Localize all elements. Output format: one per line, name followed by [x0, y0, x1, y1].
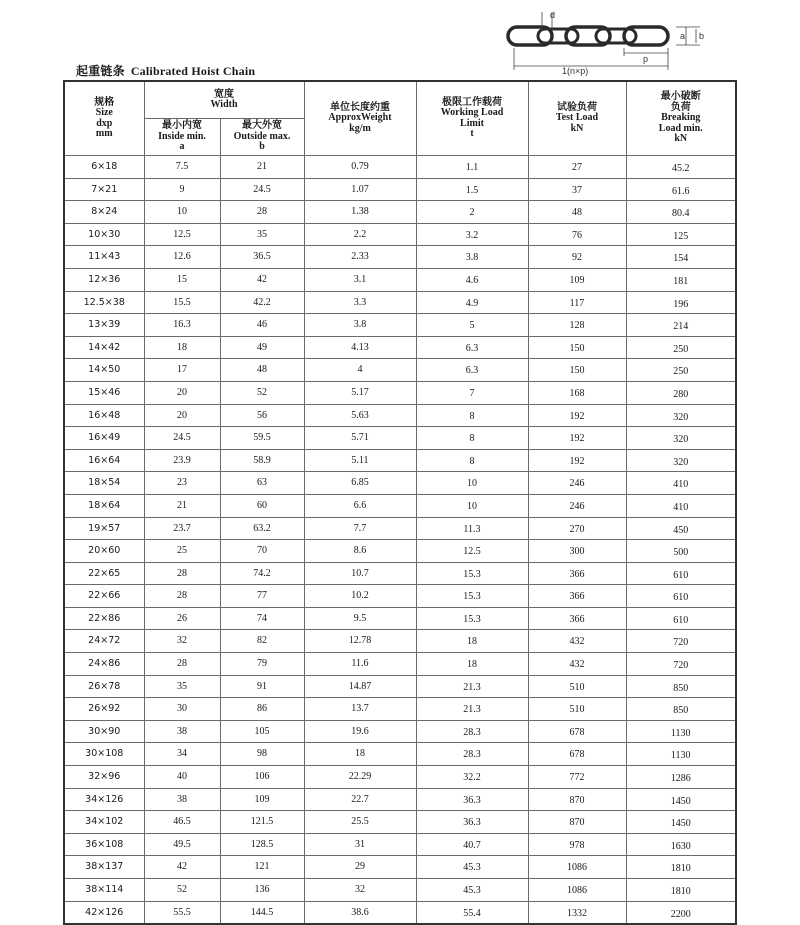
cell-test: 1332: [528, 901, 626, 924]
cell-inside: 12.6: [144, 246, 220, 269]
cell-size: 34×102: [64, 811, 144, 834]
cell-wll: 8: [416, 404, 528, 427]
cell-test: 1086: [528, 879, 626, 902]
cell-test: 772: [528, 766, 626, 789]
cell-breaking: 610: [626, 562, 736, 585]
table-row: [64, 653, 736, 676]
cell-weight: 8.6: [304, 540, 416, 563]
cell-wll: 15.3: [416, 562, 528, 585]
cell-test: 246: [528, 494, 626, 517]
cell-wll: 36.3: [416, 788, 528, 811]
cell-weight: 7.7: [304, 517, 416, 540]
cell-test: 192: [528, 427, 626, 450]
cell-test: 192: [528, 404, 626, 427]
cell-test: 27: [528, 156, 626, 179]
cell-breaking: 450: [626, 517, 736, 540]
header-breaking-load: 最小破断 负荷 Breaking Load min. kN: [626, 81, 736, 156]
cell-outside: 121: [220, 856, 304, 879]
cell-breaking: 1810: [626, 856, 736, 879]
cell-breaking: 1810: [626, 879, 736, 902]
cell-wll: 1.5: [416, 178, 528, 201]
cell-wll: 28.3: [416, 720, 528, 743]
table-row: [64, 720, 736, 743]
cell-outside: 105: [220, 720, 304, 743]
cell-wll: 4.9: [416, 291, 528, 314]
cell-breaking: 2200: [626, 901, 736, 924]
cell-wll: 18: [416, 653, 528, 676]
cell-size: 12×36: [64, 268, 144, 291]
cell-test: 192: [528, 449, 626, 472]
table-row: [64, 585, 736, 608]
cell-weight: 22.7: [304, 788, 416, 811]
cell-size: 18×54: [64, 472, 144, 495]
cell-wll: 28.3: [416, 743, 528, 766]
cell-size: 11×43: [64, 246, 144, 269]
cell-outside: 60: [220, 494, 304, 517]
table-row: [64, 156, 736, 179]
cell-wll: 45.3: [416, 856, 528, 879]
cell-breaking: 720: [626, 653, 736, 676]
cell-wll: 55.4: [416, 901, 528, 924]
cell-test: 870: [528, 811, 626, 834]
title-english: Calibrated Hoist Chain: [130, 64, 256, 78]
cell-outside: 21: [220, 156, 304, 179]
cell-wll: 15.3: [416, 607, 528, 630]
table-row: [64, 540, 736, 563]
cell-size: 10×30: [64, 223, 144, 246]
table-row: [64, 223, 736, 246]
cell-test: 870: [528, 788, 626, 811]
cell-inside: 18: [144, 336, 220, 359]
cell-weight: 0.79: [304, 156, 416, 179]
cell-inside: 9: [144, 178, 220, 201]
cell-breaking: 80.4: [626, 201, 736, 224]
cell-size: 13×39: [64, 314, 144, 337]
cell-weight: 5.63: [304, 404, 416, 427]
cell-inside: 15.5: [144, 291, 220, 314]
cell-weight: 32: [304, 879, 416, 902]
cell-breaking: 1130: [626, 743, 736, 766]
cell-breaking: 610: [626, 607, 736, 630]
cell-outside: 74: [220, 607, 304, 630]
cell-breaking: 1286: [626, 766, 736, 789]
cell-size: 34×126: [64, 788, 144, 811]
cell-inside: 23: [144, 472, 220, 495]
cell-size: 16×49: [64, 427, 144, 450]
cell-inside: 49.5: [144, 833, 220, 856]
cell-weight: 18: [304, 743, 416, 766]
table-row: [64, 291, 736, 314]
cell-weight: 22.29: [304, 766, 416, 789]
cell-test: 270: [528, 517, 626, 540]
cell-outside: 144.5: [220, 901, 304, 924]
cell-weight: 19.6: [304, 720, 416, 743]
cell-wll: 2: [416, 201, 528, 224]
cell-size: 26×92: [64, 698, 144, 721]
cell-size: 24×86: [64, 653, 144, 676]
header-weight: 单位长度约重 ApproxWeight kg/m: [304, 81, 416, 156]
cell-inside: 38: [144, 788, 220, 811]
cell-inside: 28: [144, 653, 220, 676]
table-row: [64, 766, 736, 789]
cell-breaking: 1130: [626, 720, 736, 743]
cell-breaking: 410: [626, 494, 736, 517]
table-row: [64, 449, 736, 472]
cell-inside: 30: [144, 698, 220, 721]
cell-test: 76: [528, 223, 626, 246]
cell-test: 678: [528, 720, 626, 743]
cell-outside: 35: [220, 223, 304, 246]
cell-test: 366: [528, 585, 626, 608]
cell-outside: 52: [220, 381, 304, 404]
cell-size: 22×86: [64, 607, 144, 630]
cell-weight: 3.3: [304, 291, 416, 314]
cell-wll: 3.2: [416, 223, 528, 246]
cell-weight: 5.17: [304, 381, 416, 404]
label-d: d: [550, 10, 556, 20]
cell-test: 678: [528, 743, 626, 766]
cell-wll: 21.3: [416, 675, 528, 698]
cell-wll: 6.3: [416, 359, 528, 382]
cell-weight: 10.2: [304, 585, 416, 608]
cell-inside: 55.5: [144, 901, 220, 924]
cell-wll: 45.3: [416, 879, 528, 902]
cell-weight: 38.6: [304, 901, 416, 924]
label-length: 1(n×p): [562, 66, 589, 76]
cell-size: 42×126: [64, 901, 144, 924]
cell-weight: 1.07: [304, 178, 416, 201]
cell-weight: 6.85: [304, 472, 416, 495]
cell-size: 20×60: [64, 540, 144, 563]
cell-wll: 6.3: [416, 336, 528, 359]
hoist-chain-table: [63, 80, 737, 925]
cell-outside: 74.2: [220, 562, 304, 585]
cell-size: 7×21: [64, 178, 144, 201]
table-row: [64, 517, 736, 540]
cell-size: 22×65: [64, 562, 144, 585]
cell-wll: 5: [416, 314, 528, 337]
header-outside-max: 最大外宽 Outside max. b: [220, 119, 304, 156]
cell-inside: 28: [144, 585, 220, 608]
cell-size: 24×72: [64, 630, 144, 653]
chain-link-diagram: [500, 8, 710, 76]
cell-breaking: 320: [626, 404, 736, 427]
cell-inside: 32: [144, 630, 220, 653]
table-row: [64, 630, 736, 653]
cell-breaking: 320: [626, 449, 736, 472]
cell-weight: 2.2: [304, 223, 416, 246]
cell-weight: 14.87: [304, 675, 416, 698]
cell-inside: 28: [144, 562, 220, 585]
cell-weight: 2.33: [304, 246, 416, 269]
cell-test: 510: [528, 698, 626, 721]
cell-inside: 20: [144, 404, 220, 427]
cell-size: 38×114: [64, 879, 144, 902]
table-row: [64, 788, 736, 811]
cell-outside: 82: [220, 630, 304, 653]
table-row: [64, 607, 736, 630]
cell-size: 36×108: [64, 833, 144, 856]
cell-weight: 11.6: [304, 653, 416, 676]
cell-outside: 77: [220, 585, 304, 608]
cell-breaking: 214: [626, 314, 736, 337]
cell-breaking: 61.6: [626, 178, 736, 201]
header-test-load: 试验负荷 Test Load kN: [528, 81, 626, 156]
cell-inside: 42: [144, 856, 220, 879]
table-row: [64, 336, 736, 359]
cell-size: 14×42: [64, 336, 144, 359]
cell-size: 26×78: [64, 675, 144, 698]
label-b: b: [699, 31, 705, 41]
header-working-load-limit: 极限工作载荷 Working Load Limit t: [416, 81, 528, 156]
table-row: [64, 472, 736, 495]
cell-outside: 58.9: [220, 449, 304, 472]
cell-size: 32×96: [64, 766, 144, 789]
table-header: [64, 81, 736, 156]
table-row: [64, 359, 736, 382]
table-row: [64, 404, 736, 427]
cell-outside: 28: [220, 201, 304, 224]
table-row: [64, 178, 736, 201]
cell-test: 37: [528, 178, 626, 201]
table-row: [64, 698, 736, 721]
cell-breaking: 500: [626, 540, 736, 563]
cell-outside: 79: [220, 653, 304, 676]
cell-wll: 10: [416, 494, 528, 517]
cell-outside: 63: [220, 472, 304, 495]
cell-breaking: 45.2: [626, 156, 736, 179]
cell-wll: 7: [416, 381, 528, 404]
table-row: [64, 879, 736, 902]
cell-inside: 12.5: [144, 223, 220, 246]
cell-inside: 23.9: [144, 449, 220, 472]
cell-breaking: 250: [626, 359, 736, 382]
cell-weight: 31: [304, 833, 416, 856]
cell-test: 432: [528, 630, 626, 653]
cell-size: 15×46: [64, 381, 144, 404]
cell-size: 16×48: [64, 404, 144, 427]
cell-test: 300: [528, 540, 626, 563]
cell-wll: 40.7: [416, 833, 528, 856]
cell-inside: 23.7: [144, 517, 220, 540]
cell-inside: 15: [144, 268, 220, 291]
table-row: [64, 811, 736, 834]
cell-size: 12.5×38: [64, 291, 144, 314]
cell-size: 6×18: [64, 156, 144, 179]
cell-test: 510: [528, 675, 626, 698]
cell-inside: 40: [144, 766, 220, 789]
cell-weight: 9.5: [304, 607, 416, 630]
cell-test: 1086: [528, 856, 626, 879]
cell-inside: 34: [144, 743, 220, 766]
cell-weight: 29: [304, 856, 416, 879]
cell-size: 8×24: [64, 201, 144, 224]
cell-test: 366: [528, 607, 626, 630]
cell-weight: 1.38: [304, 201, 416, 224]
cell-inside: 24.5: [144, 427, 220, 450]
cell-size: 18×64: [64, 494, 144, 517]
cell-outside: 46: [220, 314, 304, 337]
cell-breaking: 181: [626, 268, 736, 291]
cell-size: 19×57: [64, 517, 144, 540]
cell-weight: 5.71: [304, 427, 416, 450]
cell-weight: 5.11: [304, 449, 416, 472]
header-inside-min: 最小内宽 Inside min. a: [144, 119, 220, 156]
table-row: [64, 246, 736, 269]
cell-size: 14×50: [64, 359, 144, 382]
cell-inside: 38: [144, 720, 220, 743]
cell-inside: 17: [144, 359, 220, 382]
cell-weight: 25.5: [304, 811, 416, 834]
cell-test: 150: [528, 359, 626, 382]
cell-outside: 24.5: [220, 178, 304, 201]
cell-outside: 49: [220, 336, 304, 359]
cell-breaking: 125: [626, 223, 736, 246]
cell-weight: 4.13: [304, 336, 416, 359]
cell-test: 978: [528, 833, 626, 856]
cell-test: 246: [528, 472, 626, 495]
cell-breaking: 250: [626, 336, 736, 359]
cell-wll: 32.2: [416, 766, 528, 789]
title-chinese: 起重链条: [76, 64, 125, 78]
cell-breaking: 410: [626, 472, 736, 495]
cell-breaking: 1450: [626, 811, 736, 834]
cell-inside: 25: [144, 540, 220, 563]
cell-test: 109: [528, 268, 626, 291]
cell-breaking: 720: [626, 630, 736, 653]
cell-breaking: 1630: [626, 833, 736, 856]
table-row: [64, 268, 736, 291]
cell-weight: 3.1: [304, 268, 416, 291]
cell-test: 128: [528, 314, 626, 337]
cell-weight: 12.78: [304, 630, 416, 653]
cell-outside: 42.2: [220, 291, 304, 314]
cell-size: 38×137: [64, 856, 144, 879]
cell-inside: 21: [144, 494, 220, 517]
table-body: [64, 156, 736, 925]
cell-size: 16×64: [64, 449, 144, 472]
cell-outside: 59.5: [220, 427, 304, 450]
cell-test: 150: [528, 336, 626, 359]
cell-size: 30×108: [64, 743, 144, 766]
cell-weight: 6.6: [304, 494, 416, 517]
cell-outside: 128.5: [220, 833, 304, 856]
cell-wll: 15.3: [416, 585, 528, 608]
cell-breaking: 280: [626, 381, 736, 404]
table-row: [64, 833, 736, 856]
cell-inside: 26: [144, 607, 220, 630]
cell-wll: 8: [416, 427, 528, 450]
cell-inside: 35: [144, 675, 220, 698]
cell-weight: 10.7: [304, 562, 416, 585]
table-row: [64, 314, 736, 337]
table-row: [64, 675, 736, 698]
cell-breaking: 850: [626, 698, 736, 721]
label-a: a: [680, 31, 686, 41]
cell-wll: 12.5: [416, 540, 528, 563]
cell-wll: 4.6: [416, 268, 528, 291]
cell-wll: 36.3: [416, 811, 528, 834]
cell-outside: 86: [220, 698, 304, 721]
table-row: [64, 427, 736, 450]
cell-wll: 3.8: [416, 246, 528, 269]
cell-outside: 63.2: [220, 517, 304, 540]
cell-size: 30×90: [64, 720, 144, 743]
cell-outside: 48: [220, 359, 304, 382]
cell-inside: 16.3: [144, 314, 220, 337]
cell-outside: 56: [220, 404, 304, 427]
cell-breaking: 196: [626, 291, 736, 314]
cell-wll: 11.3: [416, 517, 528, 540]
cell-outside: 91: [220, 675, 304, 698]
cell-outside: 106: [220, 766, 304, 789]
cell-inside: 10: [144, 201, 220, 224]
cell-weight: 4: [304, 359, 416, 382]
table-row: [64, 381, 736, 404]
cell-weight: 13.7: [304, 698, 416, 721]
cell-weight: 3.8: [304, 314, 416, 337]
cell-breaking: 850: [626, 675, 736, 698]
cell-outside: 42: [220, 268, 304, 291]
cell-inside: 46.5: [144, 811, 220, 834]
table-row: [64, 494, 736, 517]
cell-outside: 98: [220, 743, 304, 766]
cell-test: 168: [528, 381, 626, 404]
cell-wll: 1.1: [416, 156, 528, 179]
cell-outside: 136: [220, 879, 304, 902]
table-row: [64, 856, 736, 879]
cell-breaking: 610: [626, 585, 736, 608]
chain-links-drawing: [508, 27, 668, 45]
cell-outside: 109: [220, 788, 304, 811]
cell-outside: 70: [220, 540, 304, 563]
table-row: [64, 201, 736, 224]
cell-inside: 52: [144, 879, 220, 902]
cell-inside: 20: [144, 381, 220, 404]
cell-test: 432: [528, 653, 626, 676]
cell-inside: 7.5: [144, 156, 220, 179]
cell-breaking: 1450: [626, 788, 736, 811]
header-size: 规格 Size dxp mm: [64, 81, 144, 156]
cell-test: 92: [528, 246, 626, 269]
label-p: p: [643, 54, 649, 64]
table-row: [64, 562, 736, 585]
cell-outside: 36.5: [220, 246, 304, 269]
cell-test: 117: [528, 291, 626, 314]
cell-wll: 8: [416, 449, 528, 472]
table-row: [64, 901, 736, 924]
table-row: [64, 743, 736, 766]
cell-test: 366: [528, 562, 626, 585]
cell-wll: 10: [416, 472, 528, 495]
cell-test: 48: [528, 201, 626, 224]
cell-breaking: 154: [626, 246, 736, 269]
cell-wll: 18: [416, 630, 528, 653]
cell-outside: 121.5: [220, 811, 304, 834]
cell-breaking: 320: [626, 427, 736, 450]
header-width: 宽度 Width: [144, 81, 304, 119]
cell-size: 22×66: [64, 585, 144, 608]
cell-wll: 21.3: [416, 698, 528, 721]
page-title: [76, 62, 255, 79]
